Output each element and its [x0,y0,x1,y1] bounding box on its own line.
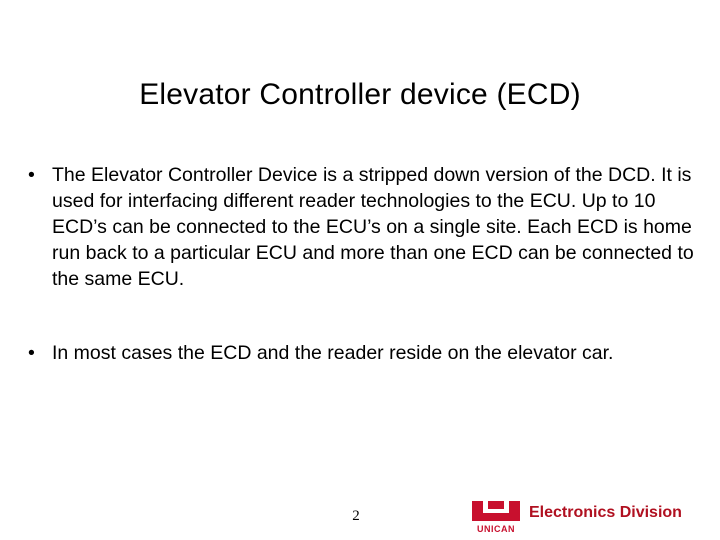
bullet-marker: • [28,164,35,186]
bullet-text: In most cases the ECD and the reader reside on the elevator car. [52,342,614,364]
slide-title: Elevator Controller device (ECD) [139,78,581,111]
unican-logo-icon [470,499,522,535]
bullet-item [28,340,704,366]
division-name: Electronics Division [529,504,682,521]
bullet-list [28,162,704,366]
page-number: 2 [352,508,360,524]
logo-wordmark: UNICAN [477,524,515,534]
bullet-marker: • [28,342,35,364]
bullet-item [28,162,704,292]
logo-mark-inner [488,501,504,509]
bullet-text: The Elevator Controller Device is a stripped down version of the DCD. It is used for interfacing different reader technologies to the ECU. Up to 10 ECD’s can be connected to the ECU’s on a single site. Each ECD is home run back to a particular ECU and more than one ECD can be connected to the same ECU. [52,164,694,290]
logo-mark-right [509,501,520,521]
